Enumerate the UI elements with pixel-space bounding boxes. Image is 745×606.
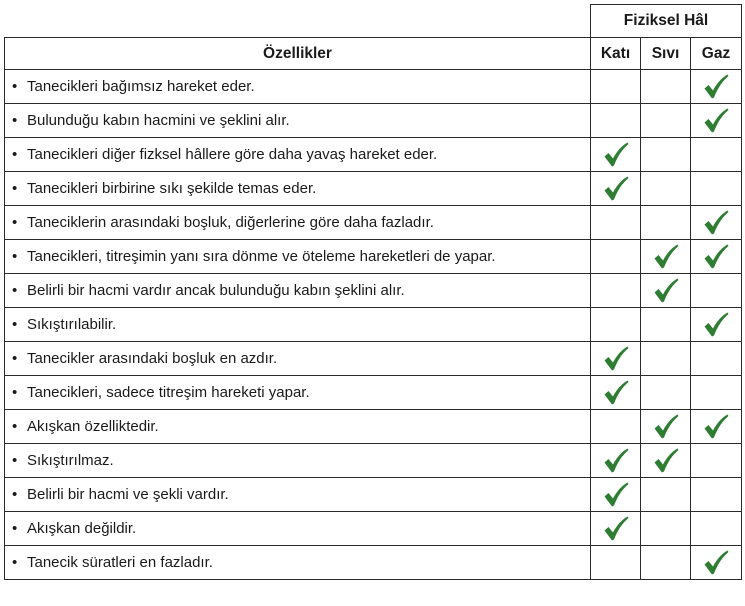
properties-header: Özellikler (5, 38, 591, 70)
mark-cell-sivi (641, 546, 691, 580)
table-row (5, 478, 742, 512)
mark-cell-sivi (641, 104, 691, 138)
mark-cell-gaz (691, 410, 742, 444)
property-cell (5, 138, 591, 172)
property-cell (5, 172, 591, 206)
property-cell (5, 240, 591, 274)
property-cell (5, 308, 591, 342)
property-cell (5, 376, 591, 410)
mark-cell-sivi (641, 138, 691, 172)
property-cell (5, 104, 591, 138)
mark-cell-kati (591, 274, 641, 308)
mark-cell-gaz (691, 240, 742, 274)
checkmark-icon (652, 277, 680, 305)
mark-cell-kati (591, 478, 641, 512)
mark-cell-sivi (641, 376, 691, 410)
bullet-icon: • (12, 452, 18, 469)
checkmark-icon (702, 549, 730, 577)
mark-cell-sivi (641, 512, 691, 546)
mark-cell-kati (591, 206, 641, 240)
property-text: Taneciklerin arasındaki boşluk, diğerlerine göre daha fazladır. (27, 214, 434, 231)
mark-cell-gaz (691, 172, 742, 206)
bullet-icon: • (12, 282, 18, 299)
mark-cell-sivi (641, 172, 691, 206)
mark-cell-gaz (691, 444, 742, 478)
property-cell (5, 444, 591, 478)
checkmark-icon (702, 107, 730, 135)
physical-state-header: Fiziksel Hâl (591, 5, 742, 38)
column-header-gaz: Gaz (691, 38, 742, 70)
mark-cell-sivi (641, 308, 691, 342)
header-empty-cell (5, 5, 591, 38)
mark-cell-sivi (641, 70, 691, 104)
mark-cell-gaz (691, 376, 742, 410)
table-row (5, 138, 742, 172)
property-text: Tanecikler arasındaki boşluk en azdır. (27, 350, 278, 367)
bullet-icon: • (12, 316, 18, 333)
bullet-icon: • (12, 384, 18, 401)
mark-cell-gaz (691, 70, 742, 104)
property-text: Akışkan özelliktedir. (27, 418, 159, 435)
bullet-icon: • (12, 248, 18, 265)
property-text: Sıkıştırılabilir. (27, 316, 117, 333)
checkmark-icon (652, 243, 680, 271)
property-text: Tanecikleri, titreşimin yanı sıra dönme ve öteleme hareketleri de yapar. (27, 248, 496, 265)
checkmark-icon (602, 345, 630, 373)
mark-cell-gaz (691, 206, 742, 240)
mark-cell-sivi (641, 444, 691, 478)
bullet-icon: • (12, 180, 18, 197)
mark-cell-gaz (691, 104, 742, 138)
table-row (5, 342, 742, 376)
bullet-icon: • (12, 520, 18, 537)
mark-cell-kati (591, 376, 641, 410)
properties-table (4, 4, 742, 580)
mark-cell-gaz (691, 546, 742, 580)
property-text: Akışkan değildir. (27, 520, 137, 537)
checkmark-icon (702, 243, 730, 271)
checkmark-icon (602, 175, 630, 203)
property-cell (5, 478, 591, 512)
checkmark-icon (602, 481, 630, 509)
property-cell (5, 410, 591, 444)
mark-cell-kati (591, 546, 641, 580)
mark-cell-gaz (691, 342, 742, 376)
table-row (5, 70, 742, 104)
column-header-kati: Katı (591, 38, 641, 70)
property-cell (5, 206, 591, 240)
checkmark-icon (702, 209, 730, 237)
table-row (5, 104, 742, 138)
mark-cell-sivi (641, 206, 691, 240)
checkmark-icon (652, 447, 680, 475)
property-text: Tanecikleri birbirine sıkı şekilde temas eder. (27, 180, 317, 197)
mark-cell-kati (591, 410, 641, 444)
property-text: Bulunduğu kabın hacmini ve şeklini alır. (27, 112, 290, 129)
bullet-icon: • (12, 146, 18, 163)
bullet-icon: • (12, 214, 18, 231)
mark-cell-kati (591, 240, 641, 274)
checkmark-icon (602, 447, 630, 475)
mark-cell-gaz (691, 512, 742, 546)
mark-cell-kati (591, 70, 641, 104)
mark-cell-gaz (691, 274, 742, 308)
bullet-icon: • (12, 78, 18, 95)
column-header-sivi: Sıvı (641, 38, 691, 70)
bullet-icon: • (12, 350, 18, 367)
checkmark-icon (652, 413, 680, 441)
property-text: Belirli bir hacmi vardır ancak bulunduğu kabın şeklini alır. (27, 282, 405, 299)
checkmark-icon (602, 515, 630, 543)
table-row (5, 308, 742, 342)
property-text: Belirli bir hacmi ve şekli vardır. (27, 486, 229, 503)
table-row (5, 444, 742, 478)
mark-cell-kati (591, 172, 641, 206)
property-text: Tanecikleri bağımsız hareket eder. (27, 78, 255, 95)
mark-cell-kati (591, 512, 641, 546)
bullet-icon: • (12, 418, 18, 435)
property-cell (5, 342, 591, 376)
table-row (5, 512, 742, 546)
mark-cell-sivi (641, 478, 691, 512)
table-row (5, 376, 742, 410)
mark-cell-sivi (641, 274, 691, 308)
property-cell (5, 274, 591, 308)
table-row (5, 410, 742, 444)
mark-cell-gaz (691, 478, 742, 512)
checkmark-icon (702, 413, 730, 441)
property-cell (5, 512, 591, 546)
property-text: Sıkıştırılmaz. (27, 452, 114, 469)
bullet-icon: • (12, 486, 18, 503)
property-cell (5, 546, 591, 580)
mark-cell-sivi (641, 240, 691, 274)
property-text: Tanecik süratleri en fazladır. (27, 554, 213, 571)
table-row (5, 240, 742, 274)
bullet-icon: • (12, 112, 18, 129)
property-text: Tanecikleri, sadece titreşim hareketi yapar. (27, 384, 310, 401)
table-row (5, 172, 742, 206)
checkmark-icon (602, 379, 630, 407)
mark-cell-sivi (641, 342, 691, 376)
mark-cell-kati (591, 138, 641, 172)
table-row (5, 274, 742, 308)
property-text: Tanecikleri diğer fizksel hâllere göre daha yavaş hareket eder. (27, 146, 438, 163)
mark-cell-kati (591, 444, 641, 478)
mark-cell-kati (591, 104, 641, 138)
table-row (5, 546, 742, 580)
checkmark-icon (702, 311, 730, 339)
checkmark-icon (602, 141, 630, 169)
table-body (5, 70, 742, 580)
mark-cell-kati (591, 342, 641, 376)
mark-cell-gaz (691, 138, 742, 172)
checkmark-icon (702, 73, 730, 101)
mark-cell-sivi (641, 410, 691, 444)
mark-cell-gaz (691, 308, 742, 342)
table-row (5, 206, 742, 240)
mark-cell-kati (591, 308, 641, 342)
property-cell (5, 70, 591, 104)
bullet-icon: • (12, 554, 18, 571)
